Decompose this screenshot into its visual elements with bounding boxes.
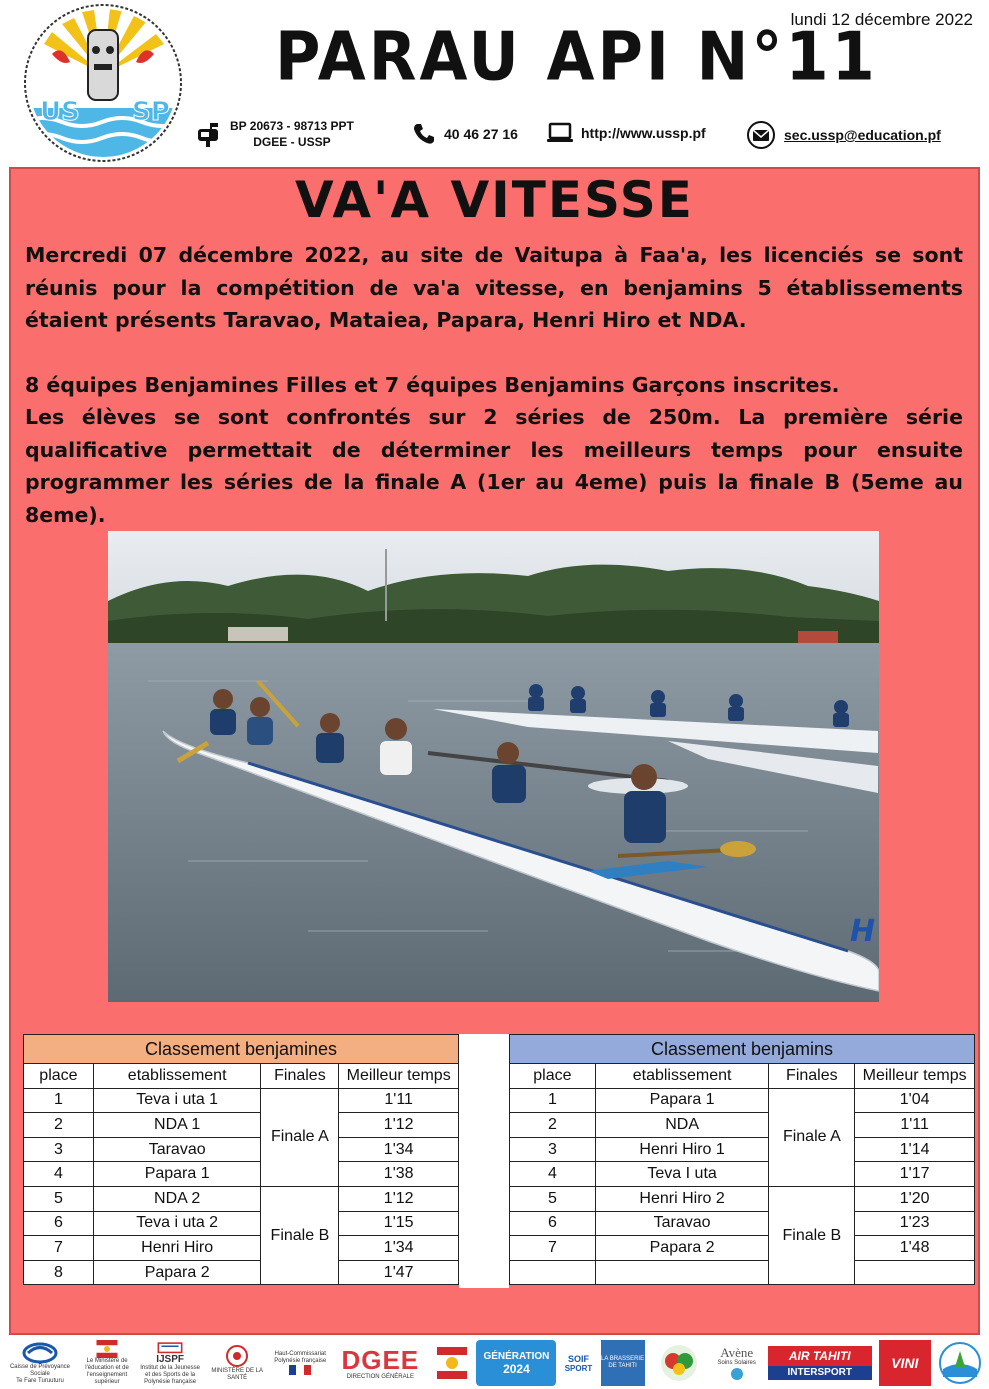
table-row (24, 1260, 459, 1285)
sponsor-dgee-sub: DIRECTION GÉNÉRALE (346, 1373, 414, 1380)
cps-logo-icon (22, 1342, 58, 1364)
sponsor-haut-commissariat (272, 1340, 328, 1386)
sponsor-cps-sub: Te Fare Turuuturu (16, 1377, 64, 1384)
cell-etablissement: Teva I uta (595, 1162, 769, 1187)
cell-time: 1'12 (339, 1113, 459, 1138)
cell-empty (595, 1260, 769, 1285)
cell-place: 4 (510, 1162, 596, 1187)
sun-icon (726, 1367, 748, 1381)
cell-time: 1'14 (855, 1137, 975, 1162)
cell-place: 6 (24, 1211, 94, 1236)
table-row (510, 1088, 975, 1113)
sante-emblem-icon (225, 1344, 249, 1368)
cell-etablissement: Teva i uta 2 (93, 1211, 261, 1236)
newsletter-title: PARAU API N°11 (275, 17, 878, 96)
col-finales: Finales (769, 1064, 855, 1089)
cell-finale-a: Finale A (769, 1088, 855, 1186)
sponsor-strip (0, 1337, 989, 1389)
phone-icon (412, 122, 436, 146)
mailbox-icon (196, 121, 222, 147)
cell-time: 1'34 (339, 1137, 459, 1162)
sponsor-haut-commissariat-name: Haut-Commissariat Polynésie française (274, 1351, 327, 1364)
sponsor-ijspf-name: IJSPF (156, 1354, 185, 1365)
sponsor-soif-sub: SPORT (564, 1363, 593, 1373)
contact-email[interactable] (746, 120, 941, 150)
article-paragraph-3: Les élèves se sont confrontés sur 2 séries de 250m. La première série qualificative permettait de déterminer les meilleurs temps pour ensuite programmer les séries de la finale A (1er au 4eme) puis la finale B (5eme au 8eme). (25, 405, 963, 527)
cell-place: 7 (510, 1236, 596, 1261)
contact-phone (412, 122, 518, 146)
sponsor-brasserie (601, 1340, 645, 1386)
island-logo-icon (937, 1341, 983, 1385)
sponsor-ministere-education (80, 1340, 134, 1386)
sponsor-generation-name: GÉNÉRATION (483, 1350, 550, 1362)
sponsor-ministere-sante-name: MINISTÈRE DE LA SANTÉ (211, 1368, 264, 1381)
cell-etablissement: Taravao (595, 1211, 769, 1236)
table-row (510, 1162, 975, 1187)
col-place: place (510, 1064, 596, 1089)
col-finales: Finales (261, 1064, 339, 1089)
col-etablissement: etablissement (595, 1064, 769, 1089)
email-link[interactable]: sec.ussp@education.pf (784, 127, 941, 143)
cell-time: 1'04 (855, 1088, 975, 1113)
cell-time: 1'23 (855, 1211, 975, 1236)
table-row (510, 1186, 975, 1211)
sponsor-ministere-education-name: Le Ministère de l'éducation et de l'enseignement supérieur (85, 1358, 129, 1385)
girls-table-title: Classement benjamines (24, 1035, 459, 1064)
article-title: VA'A VITESSE (295, 171, 694, 229)
table-row (24, 1162, 459, 1187)
sponsor-generation-year: 2024 (503, 1361, 530, 1376)
col-etablissement: etablissement (93, 1064, 261, 1089)
polynesia-emblem-icon (93, 1340, 121, 1358)
sponsor-avene (713, 1340, 761, 1386)
cell-etablissement: Henri Hiro 2 (595, 1186, 769, 1211)
ussp-logo-icon (22, 4, 184, 162)
sponsor-soif-sport (561, 1340, 597, 1386)
cell-place: 2 (24, 1113, 94, 1138)
cell-place: 3 (510, 1137, 596, 1162)
table-row (24, 1113, 459, 1138)
col-meilleur-temps: Meilleur temps (339, 1064, 459, 1089)
mascot-logo-icon (653, 1343, 705, 1383)
cell-finale-a: Finale A (261, 1088, 339, 1186)
cell-etablissement: Teva i uta 1 (93, 1088, 261, 1113)
website-link[interactable]: http://www.ussp.pf (581, 125, 706, 141)
boys-column-headers (510, 1064, 975, 1089)
cell-etablissement: Papara 2 (595, 1236, 769, 1261)
cell-place: 3 (24, 1137, 94, 1162)
cell-place: 7 (24, 1236, 94, 1261)
cell-time: 1'48 (855, 1236, 975, 1261)
sponsor-dgee (332, 1340, 428, 1386)
cell-etablissement: Taravao (93, 1137, 261, 1162)
sponsor-ijspf (138, 1340, 202, 1386)
col-place: place (24, 1064, 94, 1089)
logo-text-sp: SP (132, 97, 170, 127)
cell-etablissement: Henri Hiro (93, 1236, 261, 1261)
tahiti-flag-icon (437, 1347, 467, 1379)
french-flag-icon (289, 1365, 311, 1375)
canoe-photo-illustration (108, 531, 879, 1002)
cell-time: 1'15 (339, 1211, 459, 1236)
cell-etablissement: Papara 1 (595, 1088, 769, 1113)
table-row (24, 1211, 459, 1236)
cell-place: 1 (510, 1088, 596, 1113)
contact-website[interactable] (547, 122, 706, 144)
sponsor-vini (879, 1340, 931, 1386)
sponsor-ijspf-sub: Institut de la Jeunesse et des Sports de la Polynésie française (140, 1365, 200, 1385)
table-row (24, 1186, 459, 1211)
sponsor-avene-sub: Soins Solaires (717, 1359, 756, 1366)
laptop-icon (547, 122, 573, 144)
cell-etablissement: Henri Hiro 1 (595, 1137, 769, 1162)
table-spacer (459, 1034, 509, 1288)
email-icon (746, 120, 776, 150)
logo-text-us: US (40, 97, 80, 127)
sponsor-brasserie-name: LA BRASSERIE DE TAHITI (601, 1356, 645, 1369)
boys-table-title: Classement benjamins (510, 1035, 975, 1064)
sponsor-dgee-name: DGEE (341, 1344, 420, 1375)
cell-place: 4 (24, 1162, 94, 1187)
sponsor-generation-2024 (476, 1340, 556, 1386)
cell-place: 6 (510, 1211, 596, 1236)
table-row (510, 1137, 975, 1162)
table-row (24, 1088, 459, 1113)
girls-column-headers (24, 1064, 459, 1089)
cell-etablissement: NDA 1 (93, 1113, 261, 1138)
cell-etablissement: Papara 1 (93, 1162, 261, 1187)
sponsor-cps (4, 1340, 76, 1386)
cell-time: 1'11 (855, 1113, 975, 1138)
table-row (510, 1113, 975, 1138)
issue-date: lundi 12 décembre 2022 (790, 10, 973, 29)
cell-finale-b: Finale B (261, 1186, 339, 1284)
table-row (24, 1137, 459, 1162)
cell-empty (855, 1260, 975, 1285)
page-header (0, 0, 989, 166)
sponsor-soif-name: SOIF (567, 1353, 589, 1364)
cell-time: 1'12 (339, 1186, 459, 1211)
ussp-logo (22, 4, 184, 162)
girls-ranking-table (23, 1034, 459, 1285)
cell-empty (510, 1260, 596, 1285)
sponsor-island-logo (935, 1340, 985, 1386)
cell-etablissement: NDA (595, 1113, 769, 1138)
sponsor-intersport-name: INTERSPORT (768, 1366, 872, 1380)
sponsor-avene-name: Avène (720, 1344, 754, 1360)
cell-etablissement: Papara 2 (93, 1260, 261, 1285)
sponsor-mascot (649, 1340, 709, 1386)
article-body (25, 239, 963, 531)
cell-time: 1'17 (855, 1162, 975, 1187)
cell-time: 1'34 (339, 1236, 459, 1261)
sponsor-vini-name: VINI (891, 1355, 919, 1371)
cell-time: 1'11 (339, 1088, 459, 1113)
sponsor-cps-name: Caisse de Prévoyance Sociale (9, 1363, 71, 1377)
sponsor-air-tahiti-intersport (765, 1340, 875, 1386)
sponsor-polynesie-emblem (432, 1340, 472, 1386)
table-row (510, 1211, 975, 1236)
cell-place: 8 (24, 1260, 94, 1285)
table-row (510, 1236, 975, 1261)
contact-address (196, 118, 354, 150)
cell-finale-b: Finale B (769, 1186, 855, 1284)
address-line2: DGEE - USSP (253, 135, 331, 149)
table-row (24, 1236, 459, 1261)
table-row-empty (510, 1260, 975, 1285)
address-line1: BP 20673 - 98713 PPT (230, 119, 354, 133)
article-panel (9, 167, 980, 1335)
ijspf-logo-icon (155, 1340, 185, 1354)
boys-ranking-table (509, 1034, 975, 1285)
article-paragraph-2: 8 équipes Benjamines Filles et 7 équipes Benjamins Garçons inscrites. (25, 372, 840, 397)
cell-place: 5 (510, 1186, 596, 1211)
col-meilleur-temps: Meilleur temps (855, 1064, 975, 1089)
article-paragraph-1: Mercredi 07 décembre 2022, au site de Vaitupa à Faa'a, les licenciés se sont réunis pour la compétition de va'a vitesse, en benjamins 5 établissements étaient présents Taravao, Mataiea, Papara, Henri Hiro et NDA. (25, 243, 963, 332)
cell-etablissement: NDA 2 (93, 1186, 261, 1211)
sponsor-air-tahiti-name: AIR TAHITI (768, 1346, 872, 1366)
cell-place: 2 (510, 1113, 596, 1138)
results-section (23, 1034, 977, 1288)
canoe-hull-text: H (850, 914, 876, 949)
outrigger-canoe-photo (108, 531, 879, 1002)
cell-time: 1'20 (855, 1186, 975, 1211)
sponsor-ministere-sante (206, 1340, 268, 1386)
cell-time: 1'38 (339, 1162, 459, 1187)
phone-number: 40 46 27 16 (444, 126, 518, 142)
cell-time: 1'47 (339, 1260, 459, 1285)
cell-place: 5 (24, 1186, 94, 1211)
cell-place: 1 (24, 1088, 94, 1113)
